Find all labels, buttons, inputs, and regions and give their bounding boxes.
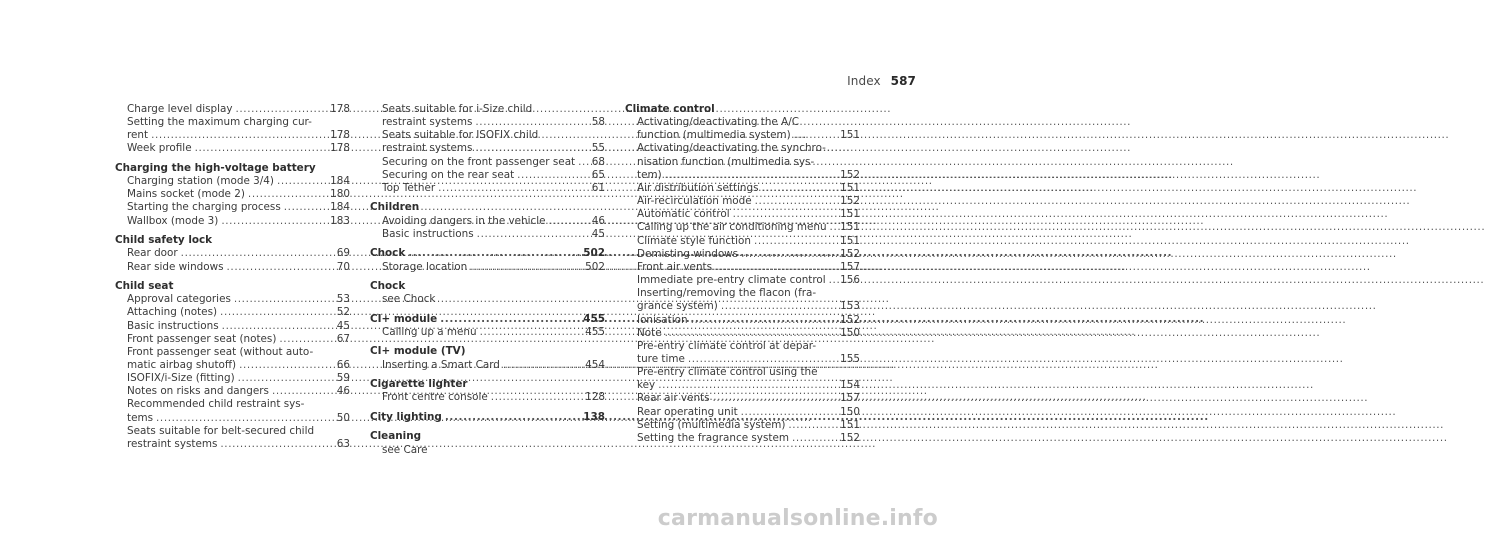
entry-text: restraint systems (127, 437, 218, 450)
index-subentry (625, 340, 860, 353)
dot-leader (665, 327, 838, 340)
dot-leader (445, 411, 580, 424)
page-reference: 180 (330, 188, 350, 201)
dot-leader (829, 274, 838, 287)
dot-leader (156, 412, 334, 425)
dot-leader (227, 261, 334, 274)
index-subentry (625, 129, 860, 142)
entry-text: Rear air vents (637, 392, 710, 405)
dot-leader (475, 142, 588, 155)
dot-leader (830, 221, 838, 234)
dot-leader (741, 248, 837, 261)
entry-text: Front centre console (382, 391, 488, 404)
entry-text: Seats suitable for ISOFIX child (382, 129, 539, 142)
page-reference: 52 (336, 306, 350, 319)
entry-text: Charging the high-voltage battery (115, 162, 316, 175)
index-subentry (115, 306, 350, 319)
entry-text: Demisting windows (637, 247, 739, 260)
index-subentry (625, 208, 860, 221)
page-reference: 55 (591, 142, 605, 155)
index-subentry (625, 300, 860, 313)
entry-text: rent (127, 129, 149, 142)
entry-text: Chock (370, 280, 406, 293)
page-reference: 183 (330, 214, 350, 227)
index-subentry (115, 359, 350, 372)
page-reference: 63 (336, 437, 350, 450)
entry-text: Securing on the rear seat (382, 168, 515, 181)
page-reference: 151 (840, 221, 860, 234)
dot-leader (733, 208, 838, 221)
dot-leader (438, 182, 589, 195)
page-reference: 178 (330, 142, 350, 155)
entry-text: City lighting (370, 410, 442, 423)
entry-text: Attaching (notes) (127, 306, 218, 319)
entry-text: Setting the maximum charging cur- (127, 116, 312, 129)
entry-text: Seats suitable for belt-secured child (127, 424, 315, 437)
entry-text: Front air vents (637, 260, 713, 273)
index-subentry (115, 175, 350, 188)
entry-text: restraint systems (382, 116, 473, 129)
index-heading (370, 430, 605, 443)
page-reference: 67 (336, 332, 350, 345)
entry-text: Basic instructions (382, 227, 474, 240)
page-reference: 155 (840, 352, 860, 365)
entry-text: Setting the fragrance system (637, 431, 789, 444)
entry-text: Front passenger seat (notes) (127, 332, 277, 345)
dot-leader (792, 432, 837, 445)
index-heading (115, 162, 350, 175)
page-reference: 152 (840, 247, 860, 260)
index-heading (370, 411, 605, 424)
page-number: 587 (890, 74, 916, 88)
dot-leader (480, 326, 583, 339)
dot-leader (788, 419, 837, 432)
entry-text: CI+ module (370, 312, 438, 325)
page-reference: 46 (336, 385, 350, 398)
entry-text: Storage location (382, 260, 468, 273)
page-reference: 69 (336, 247, 350, 260)
dot-leader (236, 103, 328, 116)
index-subentry (625, 221, 860, 234)
index-subentry (625, 314, 860, 327)
page-reference: 45 (336, 319, 350, 332)
index-subentry (370, 391, 605, 404)
dot-leader (238, 372, 334, 385)
index-subentry (370, 156, 605, 169)
index-heading (370, 280, 605, 293)
entry-text: nisation function (multimedia sys- (637, 155, 815, 168)
index-subentry (115, 438, 350, 451)
dot-leader (151, 129, 327, 142)
entry-text: restraint systems (382, 142, 473, 155)
index-subentry (115, 293, 350, 306)
entry-text: Calling up a menu (382, 325, 477, 338)
entry-text: Wallbox (mode 3) (127, 214, 219, 227)
page-reference: 46 (591, 214, 605, 227)
index-subentry (370, 444, 605, 457)
entry-text: Ionisation (637, 313, 688, 326)
index-subentry (625, 287, 860, 300)
entry-text: tems (127, 411, 154, 424)
page-reference: 502 (583, 247, 605, 260)
dot-leader (491, 391, 582, 404)
entry-text: tem) (637, 168, 662, 181)
index-subentry (370, 169, 605, 182)
watermark: carmanualsonline.info (657, 506, 938, 531)
dot-leader (665, 169, 838, 182)
page-reference: 152 (840, 313, 860, 326)
page-reference: 138 (583, 410, 605, 423)
dot-leader (754, 235, 837, 248)
entry-text: see Care (382, 443, 428, 456)
index-column-1 (115, 103, 350, 451)
entry-text: function (multimedia system) (637, 129, 791, 142)
dot-leader (658, 379, 837, 392)
index-subentry (115, 116, 350, 129)
page-reference: 154 (840, 379, 860, 392)
page-reference: 65 (591, 168, 605, 181)
dot-leader (239, 359, 334, 372)
index-subentry (115, 372, 350, 385)
page-reference: 66 (336, 358, 350, 371)
entry-text: Children (370, 201, 420, 214)
entry-text: key (637, 379, 656, 392)
entry-text: Rear side windows (127, 260, 224, 273)
page-reference: 178 (330, 103, 350, 115)
dot-leader (221, 215, 327, 228)
dot-leader (713, 392, 838, 405)
index-subentry (625, 327, 860, 340)
index-subentry (370, 116, 605, 129)
page-header (847, 74, 916, 88)
dot-leader (688, 353, 837, 366)
page-reference: 502 (585, 260, 605, 273)
page-reference: 53 (336, 293, 350, 306)
index-subentry (625, 195, 860, 208)
entry-text: Rear operating unit (637, 405, 738, 418)
entry-text: Automatic control (637, 208, 730, 221)
index-subentry (625, 261, 860, 274)
entry-text: grance system) (637, 300, 718, 313)
index-subentry (625, 156, 860, 169)
entry-text: Week profile (127, 142, 192, 155)
page-reference: 455 (583, 312, 605, 325)
index-subentry (625, 406, 860, 419)
dot-leader (222, 320, 334, 333)
index-subentry (115, 346, 350, 359)
page-reference: 151 (840, 181, 860, 194)
index-subentry (370, 228, 605, 241)
entry-text: Securing on the front passenger seat (382, 155, 576, 168)
dot-leader (503, 359, 582, 372)
entry-text: Starting the charging process (127, 201, 281, 214)
index-subentry (370, 326, 605, 339)
index-title: Index (847, 74, 881, 88)
page-reference: 152 (840, 168, 860, 181)
entry-text: Climate style function (637, 234, 751, 247)
dot-leader (517, 169, 589, 182)
index-subentry (625, 353, 860, 366)
index-heading (370, 201, 605, 214)
index-heading (115, 280, 350, 293)
entry-text: Avoiding dangers in the vehicle (382, 214, 546, 227)
index-subentry (370, 215, 605, 228)
index-heading (370, 378, 605, 391)
index-subentry (115, 201, 350, 214)
index-column-2 (370, 103, 605, 457)
entry-text: Cigarette lighter (370, 378, 468, 391)
entry-text: ture time (637, 352, 685, 365)
index-subentry (115, 425, 350, 438)
index-subentry (625, 366, 860, 379)
entry-text: Notes on risks and dangers (127, 385, 269, 398)
index-subentry (370, 261, 605, 274)
entry-text: Charge level display (127, 103, 233, 115)
dot-leader (762, 182, 838, 195)
dot-leader (234, 293, 334, 306)
dot-leader (715, 261, 837, 274)
entry-text: Child seat (115, 280, 174, 293)
dot-leader (440, 313, 580, 326)
index-heading (115, 234, 350, 247)
dot-leader (277, 175, 327, 188)
dot-leader (220, 438, 333, 451)
entry-text: Setting (multimedia system) (637, 418, 786, 431)
page-reference: 157 (840, 260, 860, 273)
index-subentry (115, 103, 350, 116)
index-subentry (115, 333, 350, 346)
index-subentry (370, 182, 605, 195)
page-reference: 152 (840, 431, 860, 444)
entry-text: Inserting/removing the flacon (fra- (637, 287, 817, 300)
page-reference: 157 (840, 392, 860, 405)
page-reference: 184 (330, 175, 350, 188)
entry-text: Calling up the air conditioning menu (637, 221, 827, 234)
index-subentry (370, 142, 605, 155)
entry-text: see Chock (382, 293, 436, 306)
index-subentry (115, 412, 350, 425)
page-reference: 59 (336, 372, 350, 385)
entry-text: Charging station (mode 3/4) (127, 175, 274, 188)
page-reference: 151 (840, 418, 860, 431)
index-subentry (625, 169, 860, 182)
dot-leader (755, 195, 838, 208)
dot-leader (195, 142, 328, 155)
page-reference: 150 (840, 326, 860, 339)
page-reference: 454 (585, 358, 605, 371)
index-heading (370, 345, 605, 358)
index-heading (625, 103, 860, 116)
index-subentry (625, 235, 860, 248)
dot-leader (284, 201, 327, 214)
index-subentry (370, 293, 605, 306)
dot-leader (248, 188, 327, 201)
index-subentry (115, 385, 350, 398)
entry-text: matic airbag shutoff) (127, 358, 237, 371)
index-subentry (625, 248, 860, 261)
page-reference: 156 (840, 274, 860, 287)
entry-text: Cleaning (370, 430, 422, 443)
entry-text: Mains socket (mode 2) (127, 188, 245, 201)
page-reference: 184 (330, 201, 350, 214)
entry-text: Chock (370, 247, 406, 260)
index-subentry (115, 261, 350, 274)
dot-leader (470, 261, 582, 274)
page-reference: 128 (585, 391, 605, 404)
entry-text: CI+ module (TV) (370, 345, 466, 358)
entry-text: Seats suitable for i-Size child (382, 103, 533, 115)
dot-leader (578, 156, 589, 169)
dot-leader (691, 314, 838, 327)
index-subentry (115, 215, 350, 228)
entry-text: Rear door (127, 247, 178, 260)
entry-text: ISOFIX/i-Size (fitting) (127, 372, 235, 385)
entry-text: Pre-entry climate control using the (637, 366, 818, 379)
dot-leader (794, 129, 838, 142)
index-subentry (625, 379, 860, 392)
index-heading (370, 247, 605, 260)
index-subentry (115, 247, 350, 260)
index-subentry (115, 398, 350, 411)
entry-text: Top Tether (382, 181, 436, 194)
entry-text: Air distribution settings (637, 181, 759, 194)
entry-text: Front passenger seat (without auto- (127, 345, 314, 358)
page-reference: 68 (591, 155, 605, 168)
dot-leader (408, 247, 580, 260)
index-subentry (370, 103, 605, 116)
page-reference: 178 (330, 129, 350, 142)
entry-text: Approval categories (127, 293, 231, 306)
page-reference: 150 (840, 405, 860, 418)
index-subentry (625, 392, 860, 405)
dot-leader (741, 406, 838, 419)
dot-leader (181, 247, 334, 260)
dot-leader (721, 300, 837, 313)
index-subentry (625, 142, 860, 155)
index-column-3 (625, 103, 860, 445)
entry-text: Note (637, 326, 662, 339)
index-subentry (115, 142, 350, 155)
page-reference: 45 (591, 227, 605, 240)
dot-leader (475, 116, 588, 129)
entry-text: Child safety lock (115, 234, 213, 247)
index-subentry (370, 359, 605, 372)
page-reference: 151 (840, 129, 860, 142)
entry-text: Inserting a Smart Card (382, 358, 500, 371)
entry-text: Air-recirculation mode (637, 195, 752, 208)
index-subentry (625, 274, 860, 287)
index-heading (370, 313, 605, 326)
entry-text: Pre-entry climate control at depar- (637, 339, 817, 352)
index-subentry (115, 188, 350, 201)
page-reference: 153 (840, 300, 860, 313)
entry-text: Climate control (625, 103, 715, 115)
index-subentry (625, 432, 860, 445)
index-subentry (370, 129, 605, 142)
page-reference: 70 (336, 260, 350, 273)
dot-leader (279, 333, 333, 346)
page-reference: 61 (591, 181, 605, 194)
dot-leader (549, 215, 589, 228)
dot-leader (272, 385, 334, 398)
index-subentry (625, 419, 860, 432)
page-reference: 152 (840, 195, 860, 208)
entry-text: Immediate pre-entry climate control (637, 274, 826, 287)
index-subentry (115, 320, 350, 333)
index-subentry (625, 182, 860, 195)
entry-text: Basic instructions (127, 319, 219, 332)
entry-text: Activating/deactivating the synchro- (637, 142, 826, 155)
page-reference: 151 (840, 234, 860, 247)
index-subentry (625, 116, 860, 129)
entry-text: Recommended child restraint sys- (127, 398, 305, 411)
page-reference: 151 (840, 208, 860, 221)
dot-leader (220, 306, 334, 319)
dot-leader (477, 228, 589, 241)
page-reference: 50 (336, 411, 350, 424)
entry-text: Activating/deactivating the A/C (637, 116, 799, 129)
index-subentry (115, 129, 350, 142)
page-reference: 455 (585, 325, 605, 338)
page-reference: 58 (591, 116, 605, 129)
